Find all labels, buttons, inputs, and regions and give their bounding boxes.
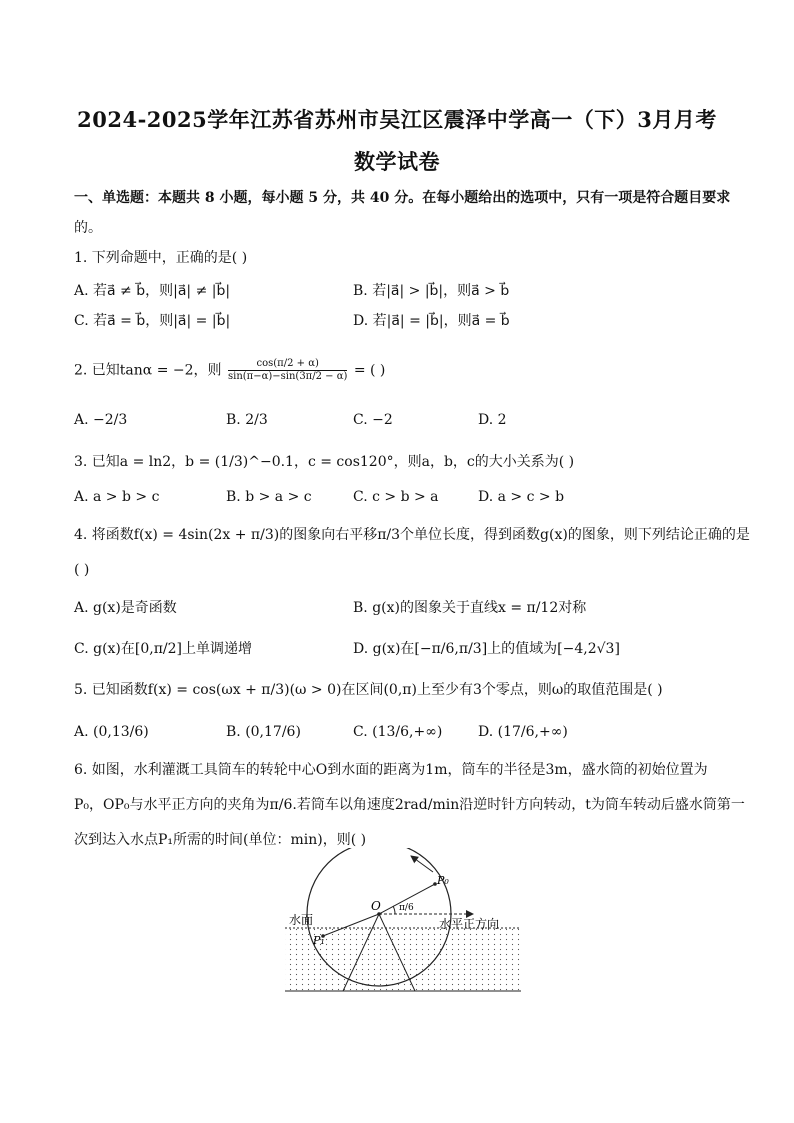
q1-stem: 1. 下列命题中，正确的是( )	[74, 250, 248, 266]
q1-option-c: C. 若a⃗ = b⃗，则|a⃗| = |b⃗|	[74, 313, 231, 329]
rotation-arrow	[411, 856, 433, 872]
q2-stem-pre: 2. 已知tanα = −2，则	[74, 362, 222, 379]
q3-stem: 3. 已知a = ln2，b = (1/3)^−0.1，c = cos120°，则a，b，c的大小关系为( )	[74, 454, 575, 470]
q6-stem-line3: 次到达入水点P₁所需的时间(单位：min)，则( )	[74, 832, 367, 848]
waterwheel-figure	[283, 848, 533, 998]
q5-option-d: D. (17/6,+∞)	[478, 724, 568, 740]
label-water-surface: 水面	[289, 913, 314, 927]
exam-title-line1: 2024-2025学年江苏省苏州市吴江区震泽中学高一（下）3月月考	[77, 107, 717, 132]
q6-stem-line1: 6. 如图，水利灌溉工具筒车的转轮中心O到水面的距离为1m，筒车的半径是3m，盛水筒的初始位置为	[74, 762, 708, 778]
q2-option-c: C. −2	[353, 412, 393, 428]
label-p0: P₀	[437, 874, 449, 887]
label-horizontal-direction: 水平正方向	[439, 917, 500, 931]
q6-stem-line2: P₀，OP₀与水平正方向的夹角为π/6.若筒车以角速度2rad/min沿逆时针方向转动，t为筒车转动后盛水筒第一	[74, 797, 745, 813]
q3-option-d: D. a > c > b	[478, 489, 565, 505]
q1-option-b: B. 若|a⃗| > |b⃗|，则a⃗ > b⃗	[353, 283, 510, 299]
angle-arc	[393, 906, 395, 914]
q4-option-a: A. g(x)是奇函数	[74, 600, 177, 616]
q5-option-c: C. (13/6,+∞)	[353, 724, 443, 740]
q3-option-c: C. c > b > a	[353, 489, 439, 505]
q2-option-d: D. 2	[478, 412, 507, 428]
q2-stem-post: = ( )	[353, 362, 386, 379]
q2-option-a: A. −2/3	[74, 412, 128, 428]
q2-numerator: cos(π/2 + α)	[228, 358, 347, 371]
section-heading-cont: 的。	[74, 220, 102, 236]
q4-option-c: C. g(x)在[0,π/2]上单调递增	[74, 641, 253, 657]
q1-option-a: A. 若a⃗ ≠ b⃗，则|a⃗| ≠ |b⃗|	[74, 283, 231, 299]
exam-title-line2: 数学试卷	[354, 149, 440, 174]
q2-option-b: B. 2/3	[226, 412, 268, 428]
q2-fraction	[228, 358, 347, 383]
q5-stem: 5. 已知函数f(x) = cos(ωx + π/3)(ω > 0)在区间(0,π)上至少有3个零点，则ω的取值范围是( )	[74, 682, 663, 698]
q4-option-b: B. g(x)的图象关于直线x = π/12对称	[353, 600, 587, 616]
q4-stem-line2: ( )	[74, 562, 90, 578]
q4-stem-line1: 4. 将函数f(x) = 4sin(2x + π/3)的图象向右平移π/3个单位长度，得到函数g(x)的图象，则下列结论正确的是	[74, 527, 750, 543]
label-o: O	[371, 899, 381, 913]
label-angle: π/6	[399, 903, 414, 913]
q3-option-a: A. a > b > c	[74, 489, 160, 505]
label-p1: P₁	[313, 934, 325, 947]
q5-option-a: A. (0,13/6)	[74, 724, 149, 740]
q4-option-d: D. g(x)在[−π/6,π/3]上的值域为[−4,2√3]	[353, 641, 620, 657]
q3-option-b: B. b > a > c	[226, 489, 312, 505]
q1-option-d: D. 若|a⃗| = |b⃗|，则a⃗ = b⃗	[353, 313, 510, 329]
q5-option-b: B. (0,17/6)	[226, 724, 301, 740]
q2-denominator: sin(π−α)−sin(3π/2 − α)	[227, 371, 348, 382]
q2-stem	[74, 358, 385, 383]
section-heading: 一、单选题：本题共 8 小题，每小题 5 分，共 40 分。在每小题给出的选项中，只有一项是符合题目要求	[74, 190, 731, 206]
